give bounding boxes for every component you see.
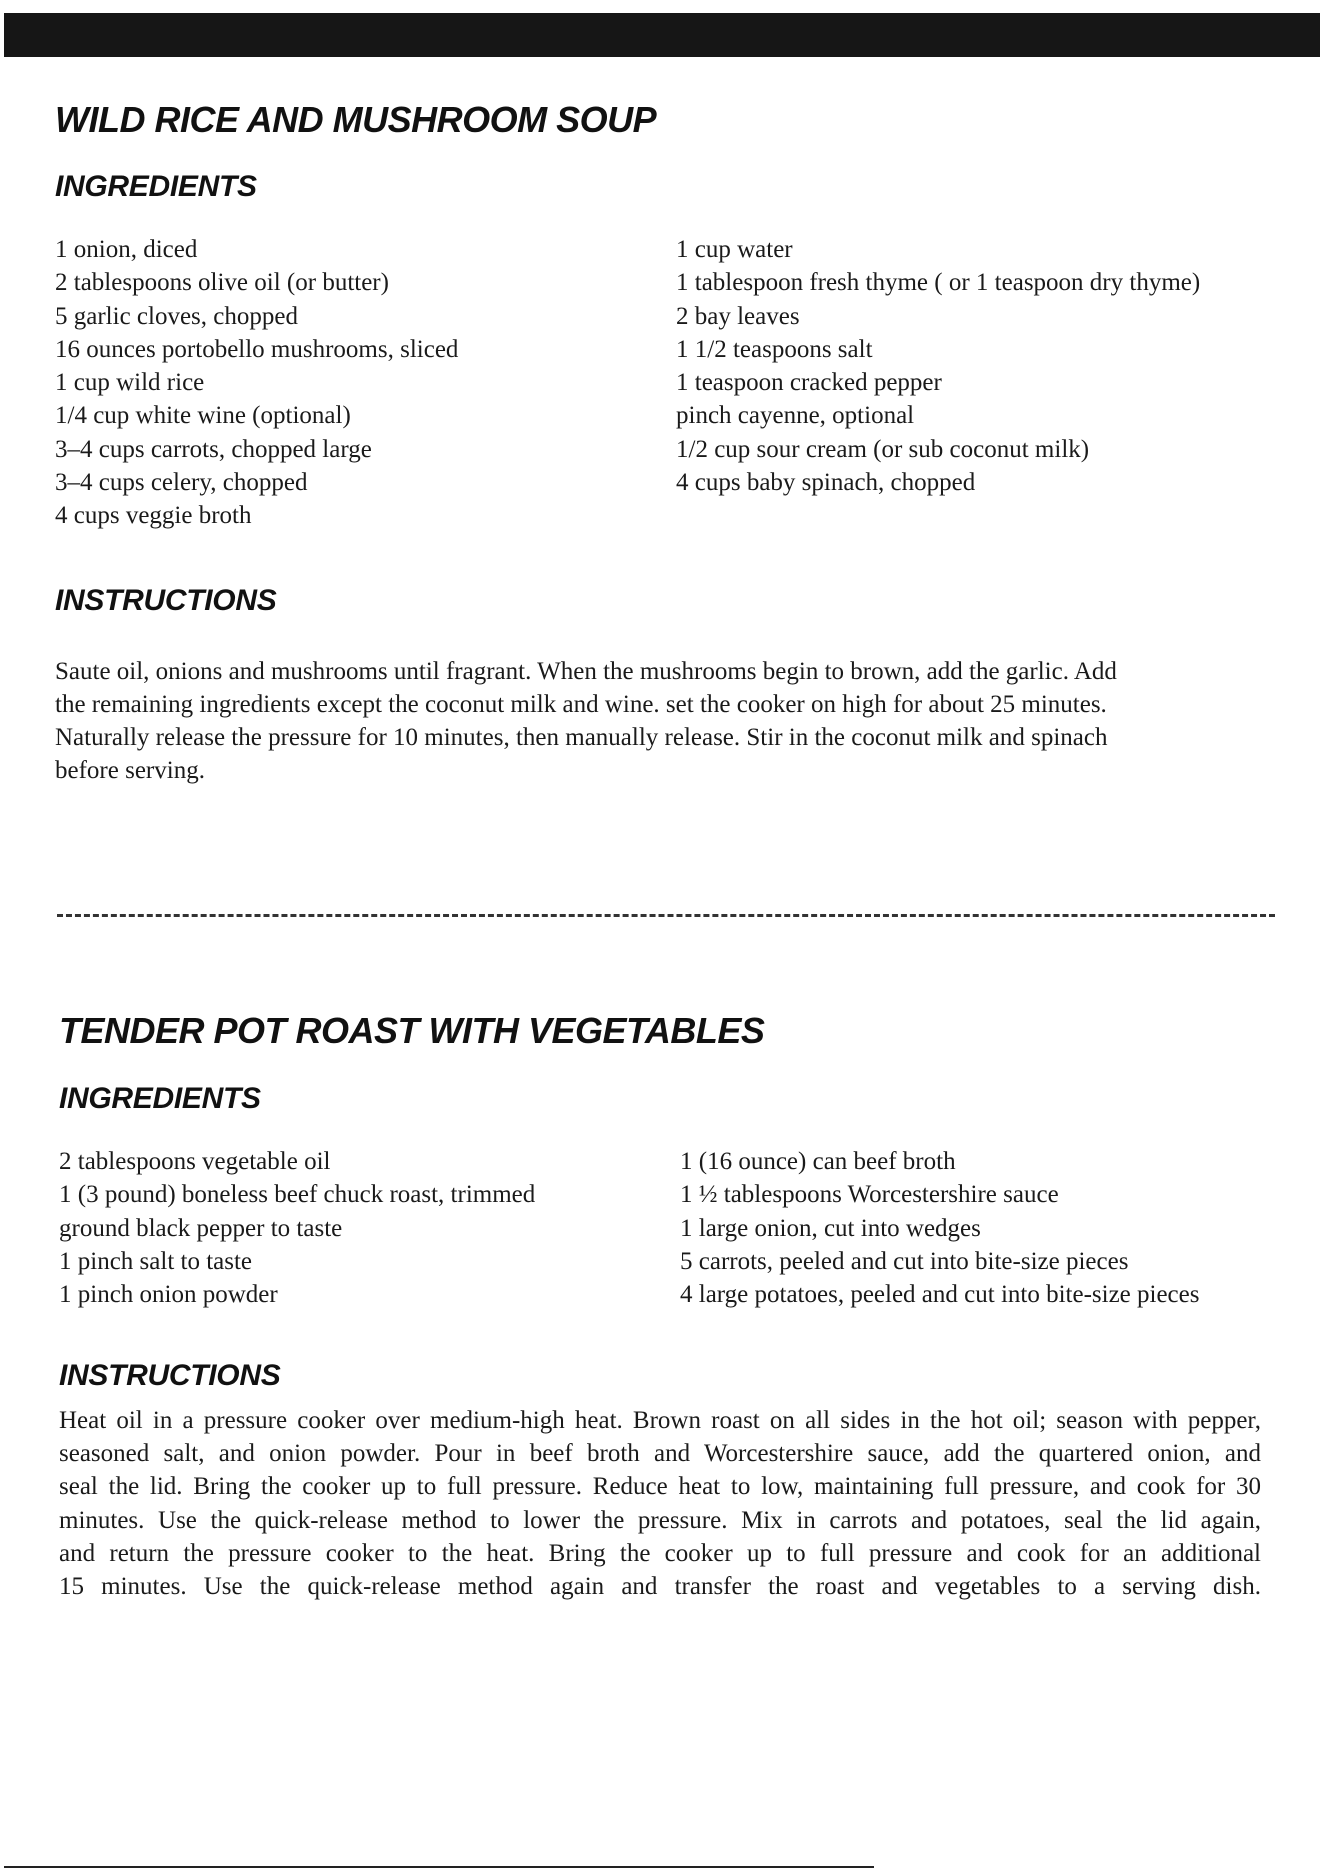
ingredient-item: 5 garlic cloves, chopped: [55, 302, 298, 330]
ingredient-item: 1/2 cup sour cream (or sub coconut milk): [676, 435, 1090, 463]
instruction-line: Saute oil, onions and mushrooms until fragrant. When the mushrooms begin to brown, add the garlic. Add: [55, 658, 1117, 685]
ingredients-heading: INGREDIENTS: [55, 170, 257, 203]
ingredient-item: 4 cups veggie broth: [55, 502, 252, 530]
instruction-line: before serving.: [55, 757, 205, 784]
footer-rule: [4, 1866, 874, 1868]
ingredient-item: 4 cups baby spinach, chopped: [676, 469, 976, 497]
instruction-line: seasoned salt, and onion powder. Pour in beef broth and Worcestershire sauce, add the quartered onion, and: [59, 1440, 1261, 1468]
instructions-text: [59, 1404, 1261, 1603]
ingredient-item: 1 cup water: [676, 236, 793, 263]
instructions-heading: INSTRUCTIONS: [55, 584, 277, 617]
dashed-divider: [57, 914, 1275, 917]
instructions-heading: INSTRUCTIONS: [59, 1359, 281, 1392]
header-bar: [4, 13, 1320, 57]
ingredients-list-left: [55, 233, 458, 533]
ingredient-item: 1 onion, diced: [55, 236, 198, 263]
ingredient-item: 16 ounces portobello mushrooms, sliced: [55, 335, 459, 363]
ingredients-heading: INGREDIENTS: [59, 1082, 261, 1115]
instruction-line: Heat oil in a pressure cooker over medium-high heat. Brown roast on all sides in the hot oil; season with pepper,: [59, 1407, 1261, 1434]
ingredient-item: 1 pinch onion powder: [59, 1281, 278, 1309]
ingredient-item: 4 large potatoes, peeled and cut into bite-size pieces: [680, 1281, 1200, 1309]
ingredient-item: pinch cayenne, optional: [676, 402, 915, 430]
ingredient-item: 2 tablespoons olive oil (or butter): [55, 269, 389, 297]
ingredient-item: 3–4 cups carrots, chopped large: [55, 435, 372, 463]
recipe-title: WILD RICE AND MUSHROOM SOUP: [55, 99, 657, 140]
ingredient-item: 1 ½ tablespoons Worcestershire sauce: [680, 1181, 1059, 1209]
ingredient-item: 1 pinch salt to taste: [59, 1247, 253, 1275]
ingredient-item: 2 bay leaves: [676, 302, 800, 330]
ingredient-item: 2 tablespoons vegetable oil: [59, 1148, 331, 1175]
ingredient-item: ground black pepper to taste: [59, 1214, 343, 1242]
ingredient-item: 1 tablespoon fresh thyme ( or 1 teaspoon dry thyme): [676, 269, 1201, 297]
ingredient-item: 1 large onion, cut into wedges: [680, 1214, 981, 1242]
recipe-title: TENDER POT ROAST WITH VEGETABLES: [59, 1010, 765, 1051]
instructions-text: [55, 655, 1117, 787]
ingredients-list-right: [680, 1145, 1199, 1311]
instruction-line: minutes. Use the quick-release method to lower the pressure. Mix in carrots and potatoes, seal the lid again,: [59, 1506, 1261, 1534]
ingredients-list-right: [676, 233, 1200, 499]
instruction-line: 15 minutes. Use the quick-release method again and transfer the roast and vegetables to a serving dish.: [59, 1573, 1261, 1601]
ingredient-item: 1 (3 pound) boneless beef chuck roast, trimmed: [59, 1181, 536, 1209]
instruction-line: Naturally release the pressure for 10 minutes, then manually release. Stir in the coconut milk and spinach: [55, 724, 1108, 751]
instruction-line: seal the lid. Bring the cooker up to full pressure. Reduce heat to low, maintaining full pressure, and cook for 30: [59, 1473, 1261, 1501]
ingredient-item: 1 cup wild rice: [55, 369, 205, 397]
instruction-line: the remaining ingredients except the coconut milk and wine. set the cooker on high for about 25 minutes.: [55, 691, 1107, 718]
ingredient-item: 5 carrots, peeled and cut into bite-size pieces: [680, 1247, 1129, 1275]
ingredient-item: 1 (16 ounce) can beef broth: [680, 1148, 956, 1175]
ingredient-item: 1 1/2 teaspoons salt: [676, 335, 873, 363]
ingredients-list-left: [59, 1145, 535, 1311]
instruction-line: and return the pressure cooker to the heat. Bring the cooker up to full pressure and cook for an additional: [59, 1539, 1261, 1567]
ingredient-item: 1 teaspoon cracked pepper: [676, 369, 942, 397]
ingredient-item: 1/4 cup white wine (optional): [55, 402, 351, 430]
ingredient-item: 3–4 cups celery, chopped: [55, 469, 308, 497]
